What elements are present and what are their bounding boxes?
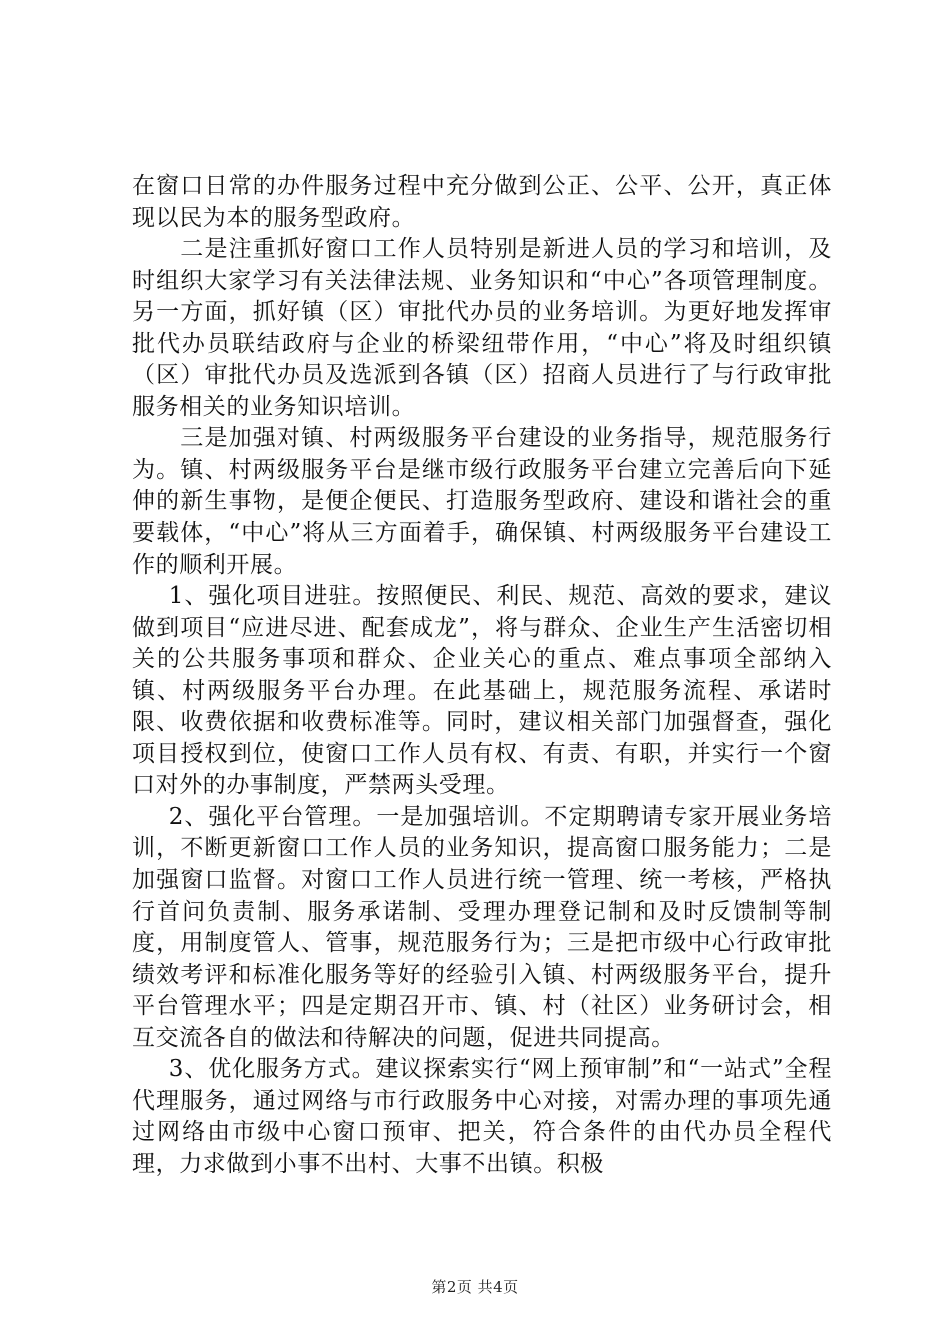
paragraph-4: 1、强化项目进驻。按照便民、利民、规范、高效的要求，建议做到项目“应进尽进、配套成龙”，将与群众、企业生产生活密切相关的公共服务事项和群众、企业关心的重点、难点事项全部纳入镇、村两级服务平台办理。在此基础上，规范服务流程、承诺时限、收费依据和收费标准等。同时，建议相关部门加强督查，强化项目授权到位，使窗口工作人员有权、有责、有职，并实行一个窗口对外的办事制度，严禁两头受理。 — [132, 583, 832, 799]
paragraph-1: 在窗口日常的办件服务过程中充分做到公正、公平、公开，真正体现以民为本的服务型政府。 — [132, 173, 832, 231]
paragraph-5: 2、强化平台管理。一是加强培训。不定期聘请专家开展业务培训，不断更新窗口工作人员的业务知识，提高窗口服务能力；二是加强窗口监督。对窗口工作人员进行统一管理、统一考核，严格执行首问负责制、服务承诺制、受理办理登记制和及时反馈制等制度，用制度管人、管事，规范服务行为；三是把市级中心行政审批绩效考评和标准化服务等好的经验引入镇、村两级服务平台，提升平台管理水平；四是定期召开市、镇、村（社区）业务研讨会，相互交流各自的做法和待解决的问题，促进共同提高。 — [132, 803, 832, 1051]
page-footer: 第2页 共4页 — [431, 1278, 519, 1296]
body-text — [132, 171, 832, 1181]
paragraph-6: 3、优化服务方式。建议探索实行“网上预审制”和“一站式”全程代理服务，通过网络与市行政服务中心对接，对需办理的事项先通过网络由市级中心窗口预审、把关，符合条件的由代办员全程代理，力求做到小事不出村、大事不出镇。积极 — [132, 1056, 832, 1177]
paragraph-3: 三是加强对镇、村两级服务平台建设的业务指导，规范服务行为。镇、村两级服务平台是继市级行政服务平台建立完善后向下延伸的新生事物，是便企便民、打造服务型政府、建设和谐社会的重要载体，“中心”将从三方面着手，确保镇、村两级服务平台建设工作的顺利开展。 — [132, 425, 832, 578]
paragraph-2: 二是注重抓好窗口工作人员特别是新进人员的学习和培训，及时组织大家学习有关法律法规、业务知识和“中心”各项管理制度。另一方面，抓好镇（区）审批代办员的业务培训。为更好地发挥审批代办员联结政府与企业的桥梁纽带作用，“中心”将及时组织镇（区）审批代办员及选派到各镇（区）招商人员进行了与行政审批服务相关的业务知识培训。 — [132, 236, 832, 420]
